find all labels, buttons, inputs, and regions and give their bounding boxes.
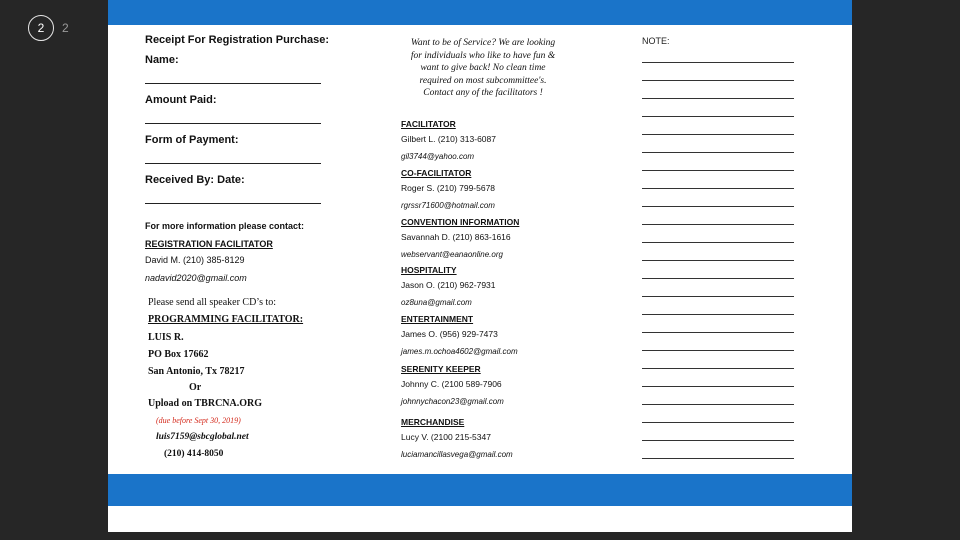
section-contact: James O. (956) 929-7473 bbox=[401, 329, 498, 339]
notes-column bbox=[642, 36, 802, 46]
note-line bbox=[642, 368, 794, 369]
section-contact: Roger S. (210) 799-5678 bbox=[401, 183, 496, 193]
section-contact: Gilbert L. (210) 313-6087 bbox=[401, 134, 496, 144]
service-column bbox=[401, 37, 561, 459]
section-entertainment bbox=[401, 314, 518, 356]
section-title: ENTERTAINMENT bbox=[401, 314, 474, 324]
section-contact: Lucy V. (2100 215-5347 bbox=[401, 432, 491, 442]
section-title: SERENITY KEEPER bbox=[401, 364, 481, 374]
payment-label: Form of Payment: bbox=[145, 134, 239, 146]
payment-line bbox=[145, 163, 321, 164]
amount-line bbox=[145, 123, 321, 124]
page-indicator bbox=[28, 15, 69, 41]
section-title: CONVENTION INFORMATION bbox=[401, 217, 520, 227]
note-line bbox=[642, 440, 794, 441]
section-hospitality bbox=[401, 265, 496, 307]
section-email: oz8una@gmail.com bbox=[401, 298, 472, 307]
programming-email: luis7159@sbcglobal.net bbox=[156, 432, 249, 442]
bottom-blue-band bbox=[108, 474, 852, 506]
programming-facilitator-title: PROGRAMMING FACILITATOR: bbox=[148, 314, 304, 325]
section-email: james.m.ochoa4602@gmail.com bbox=[401, 347, 518, 356]
registration-facilitator-title: REGISTRATION FACILITATOR bbox=[145, 239, 273, 249]
section-merchandise bbox=[401, 417, 513, 459]
note-line bbox=[642, 80, 794, 81]
received-line bbox=[145, 203, 321, 204]
po-box: PO Box 17662 bbox=[148, 349, 209, 360]
section-title: FACILITATOR bbox=[401, 119, 456, 129]
section-email: rgrssr71600@hotmail.com bbox=[401, 201, 495, 210]
note-line bbox=[642, 314, 794, 315]
note-line bbox=[642, 170, 794, 171]
section-contact: Johnny C. (2100 589-7906 bbox=[401, 379, 502, 389]
programming-name: LUIS R. bbox=[148, 332, 184, 343]
section-email: luciamancillasvega@gmail.com bbox=[401, 450, 513, 459]
top-blue-band bbox=[108, 0, 852, 25]
section-title: MERCHANDISE bbox=[401, 417, 465, 427]
note-line bbox=[642, 206, 794, 207]
received-label: Received By: Date: bbox=[145, 174, 245, 186]
registration-contact: David M. (210) 385-8129 bbox=[145, 255, 245, 265]
service-intro: Want to be of Service? We are looking for individuals who like to have fun & want to give back! No clean time required on most subcommittee's. Contact any of the facilitators ! bbox=[410, 38, 556, 98]
note-line bbox=[642, 224, 794, 225]
note-line bbox=[642, 278, 794, 279]
section-email: webservant@eanaonline.org bbox=[401, 250, 503, 259]
section-convention-information bbox=[401, 217, 520, 259]
amount-label: Amount Paid: bbox=[145, 94, 217, 106]
note-line bbox=[642, 404, 794, 405]
note-line bbox=[642, 458, 794, 459]
note-line bbox=[642, 332, 794, 333]
total-pages: 2 bbox=[62, 21, 69, 35]
receipt-title: Receipt For Registration Purchase: bbox=[145, 34, 329, 46]
due-date-note: (due before Sept 30, 2019) bbox=[156, 416, 241, 425]
or-text: Or bbox=[189, 382, 202, 393]
note-line bbox=[642, 98, 794, 99]
contact-prompt: For more information please contact: bbox=[145, 221, 305, 231]
note-line bbox=[642, 350, 794, 351]
note-line bbox=[642, 62, 794, 63]
note-line bbox=[642, 296, 794, 297]
brochure-page bbox=[108, 0, 852, 532]
section-title: CO-FACILITATOR bbox=[401, 168, 472, 178]
note-line bbox=[642, 386, 794, 387]
section-contact: Jason O. (210) 962-7931 bbox=[401, 280, 496, 290]
registration-email: nadavid2020@gmail.com bbox=[145, 273, 247, 283]
notes-title: NOTE: bbox=[642, 36, 670, 46]
note-line bbox=[642, 152, 794, 153]
section-title: HOSPITALITY bbox=[401, 265, 457, 275]
upload-text: Upload on TBRCNA.ORG bbox=[148, 398, 263, 409]
note-line bbox=[642, 116, 794, 117]
note-line bbox=[642, 242, 794, 243]
section-contact: Savannah D. (210) 863-1616 bbox=[401, 232, 511, 242]
name-line bbox=[145, 83, 321, 84]
current-page-badge[interactable]: 2 bbox=[28, 15, 54, 41]
section-facilitator bbox=[401, 119, 496, 161]
speaker-note: Please send all speaker CD’s to: bbox=[148, 297, 277, 308]
section-email: gil3744@yahoo.com bbox=[401, 152, 475, 161]
section-email: johnnychacon23@gmail.com bbox=[401, 397, 504, 406]
programming-phone: (210) 414-8050 bbox=[164, 449, 224, 459]
note-line bbox=[642, 260, 794, 261]
note-line bbox=[642, 422, 794, 423]
city-address: San Antonio, Tx 78217 bbox=[148, 366, 245, 377]
section-serenity-keeper bbox=[401, 364, 504, 406]
note-line bbox=[642, 134, 794, 135]
name-label: Name: bbox=[145, 54, 179, 66]
section-co-facilitator bbox=[401, 168, 496, 210]
note-line bbox=[642, 188, 794, 189]
